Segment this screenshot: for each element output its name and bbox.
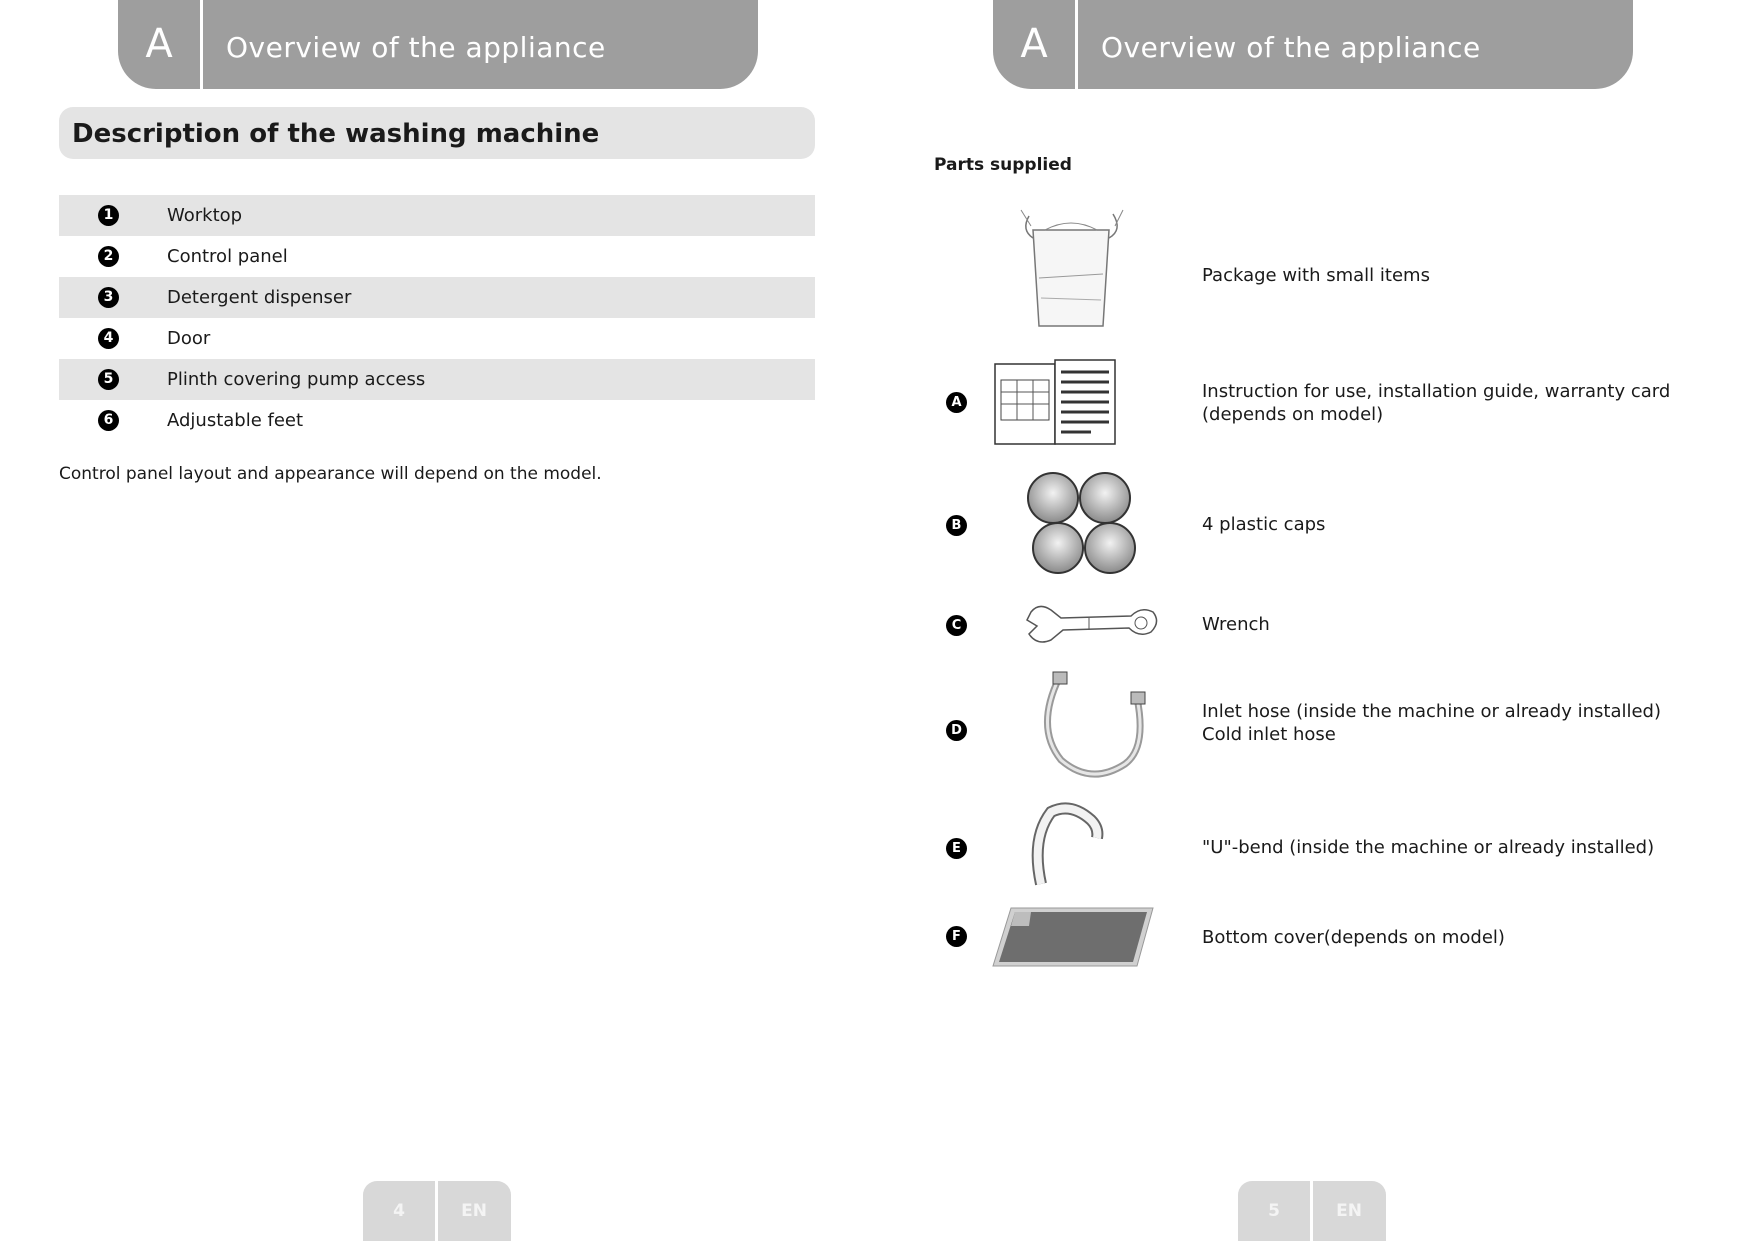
item-number-badge: 2: [98, 246, 119, 267]
item-label: Control panel: [167, 246, 288, 267]
item-label: Worktop: [167, 205, 243, 226]
part-description-line: Instruction for use, installation guide, warranty card: [1202, 381, 1671, 402]
hose-icon: [991, 668, 1161, 778]
item-label: Adjustable feet: [167, 410, 304, 431]
part-description-line: Bottom cover(depends on model): [1202, 927, 1505, 948]
caps-icon: [991, 470, 1161, 580]
bottom-cover-icon: [991, 904, 1161, 970]
chapter-header: [993, 0, 1633, 89]
list-item: [59, 359, 815, 400]
part-description-line: (depends on model): [1202, 404, 1384, 425]
part-description: [1202, 380, 1670, 426]
left-page: [0, 0, 874, 1241]
item-label: Plinth covering pump access: [167, 369, 426, 390]
part-description-line: Cold inlet hose: [1202, 724, 1336, 745]
item-number-badge: 3: [98, 287, 119, 308]
part-description: [1202, 264, 1430, 287]
item-number-badge: 4: [98, 328, 119, 349]
list-item: [59, 195, 815, 236]
part-letter-badge: E: [946, 838, 967, 859]
control-panel-note: Control panel layout and appearance will depend on the model.: [59, 464, 602, 484]
wrench-icon: [991, 598, 1161, 650]
part-letter-badge: C: [946, 615, 967, 636]
u-bend-icon: [991, 798, 1161, 890]
manual-icon: [991, 358, 1121, 450]
part-description-line: 4 plastic caps: [1202, 514, 1326, 535]
page-number: 5: [1238, 1181, 1313, 1241]
part-letter-badge: B: [946, 515, 967, 536]
item-label: Door: [167, 328, 211, 349]
list-item: [59, 236, 815, 277]
section-heading: Description of the washing machine: [59, 107, 815, 159]
part-description-line: Wrench: [1202, 614, 1270, 635]
parts-description-list: [59, 195, 815, 441]
item-number-badge: 5: [98, 369, 119, 390]
chapter-letter: A: [118, 0, 203, 89]
part-description: [1202, 926, 1505, 949]
bag-icon: [991, 208, 1161, 336]
item-number-badge: 1: [98, 205, 119, 226]
list-item: [59, 277, 815, 318]
chapter-letter: A: [993, 0, 1078, 89]
part-letter-badge: D: [946, 720, 967, 741]
part-description-line: Inlet hose (inside the machine or already installed): [1202, 701, 1662, 722]
page-footer-tab: [1238, 1181, 1386, 1241]
chapter-title: Overview of the appliance: [226, 31, 606, 64]
item-label: Detergent dispenser: [167, 287, 352, 308]
part-description: [1202, 836, 1654, 859]
language-code: EN: [461, 1201, 487, 1221]
list-item: [59, 400, 815, 441]
part-description: [1202, 613, 1270, 636]
item-number-badge: 6: [98, 410, 119, 431]
page-number: 4: [363, 1181, 438, 1241]
part-description: [1202, 700, 1661, 746]
chapter-title: Overview of the appliance: [1101, 31, 1481, 64]
right-page: [875, 0, 1749, 1241]
list-item: [59, 318, 815, 359]
part-letter-badge: F: [946, 926, 967, 947]
page-footer-tab: [363, 1181, 511, 1241]
part-description: [1202, 513, 1325, 536]
part-description-line: Package with small items: [1202, 265, 1430, 286]
part-letter-badge: A: [946, 392, 967, 413]
chapter-header: [118, 0, 758, 89]
language-code: EN: [1336, 1201, 1362, 1221]
parts-supplied-heading: Parts supplied: [934, 155, 1072, 175]
part-description-line: "U"-bend (inside the machine or already installed): [1202, 837, 1655, 858]
